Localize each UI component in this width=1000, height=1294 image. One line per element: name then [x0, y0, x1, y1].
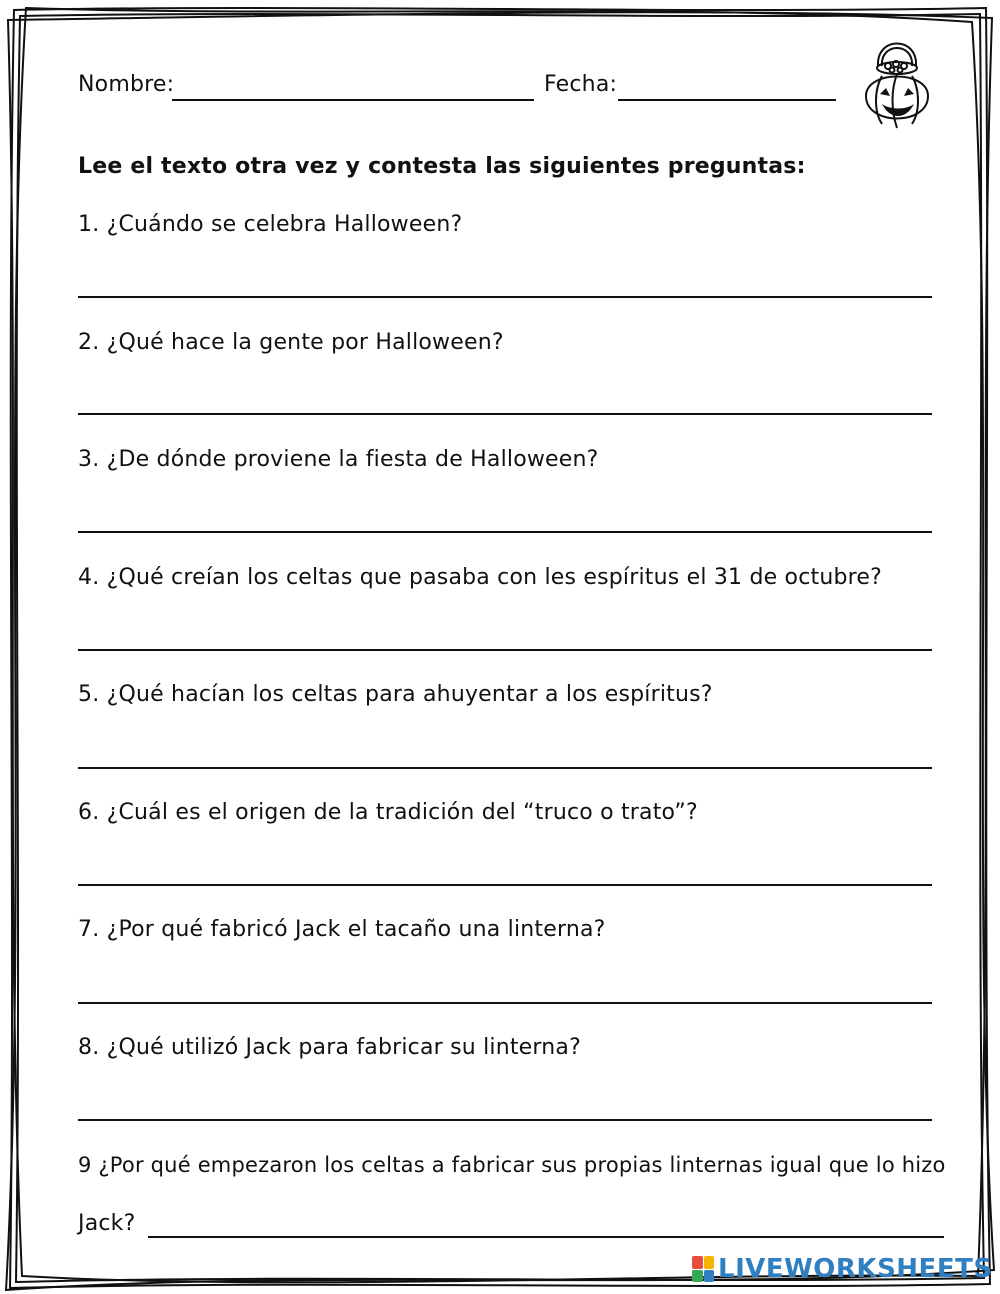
- question-4: 4. ¿Qué creían los celtas que pasaba con les espíritus el 31 de octubre?: [78, 565, 883, 590]
- date-field[interactable]: [618, 99, 836, 101]
- question-3: 3. ¿De dónde proviene la fiesta de Halloween?: [78, 447, 599, 472]
- name-field[interactable]: [172, 99, 534, 101]
- pumpkin-candy-bucket-icon: [858, 30, 936, 134]
- answer-line-2[interactable]: [78, 413, 932, 415]
- answer-line-5[interactable]: [78, 767, 932, 769]
- question-6: 6. ¿Cuál es el origen de la tradición del “truco o trato”?: [78, 800, 698, 825]
- date-label: Fecha:: [544, 72, 618, 97]
- answer-line-7[interactable]: [78, 1002, 932, 1004]
- question-9-continuation: Jack?: [78, 1211, 136, 1236]
- answer-line-4[interactable]: [78, 649, 932, 651]
- liveworksheets-logo: [692, 1254, 993, 1284]
- question-8: 8. ¿Qué utilizó Jack para fabricar su linterna?: [78, 1035, 581, 1060]
- answer-line-3[interactable]: [78, 531, 932, 533]
- question-7: 7. ¿Por qué fabricó Jack el tacaño una linterna?: [78, 917, 606, 942]
- name-label: Nombre:: [78, 72, 175, 97]
- answer-line-9[interactable]: [148, 1236, 944, 1238]
- answer-line-6[interactable]: [78, 884, 932, 886]
- question-5: 5. ¿Qué hacían los celtas para ahuyentar a los espíritus?: [78, 682, 713, 707]
- question-2: 2. ¿Qué hace la gente por Halloween?: [78, 330, 504, 355]
- question-9: 9 ¿Por qué empezaron los celtas a fabricar sus propias linternas igual que lo hizo: [78, 1153, 946, 1177]
- question-1: 1. ¿Cuándo se celebra Halloween?: [78, 212, 463, 237]
- logo-mark-icon: [692, 1256, 714, 1282]
- logo-text: LIVEWORKSHEETS: [718, 1254, 993, 1284]
- answer-line-8[interactable]: [78, 1119, 932, 1121]
- instruction-heading: Lee el texto otra vez y contesta las siguientes preguntas:: [78, 154, 806, 179]
- answer-line-1[interactable]: [78, 296, 932, 298]
